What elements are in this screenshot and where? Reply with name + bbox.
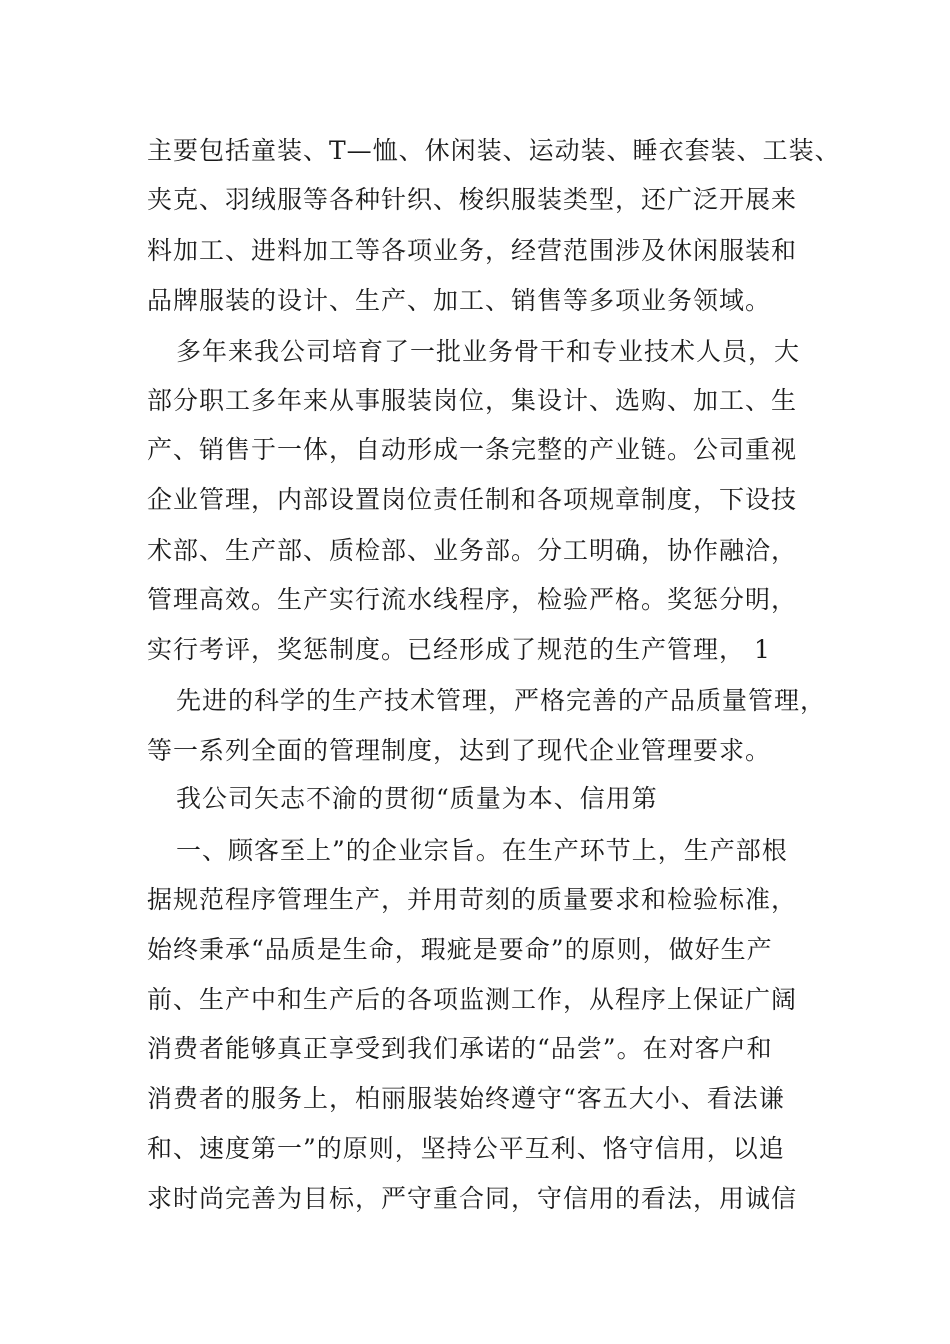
- text-line: 部分职工多年来从事服装岗位，集设计、选购、加工、生: [147, 386, 798, 415]
- text-line: 主要包括童装、T—恤、休闲装、运动装、睡衣套装、工装、: [147, 136, 841, 165]
- text-line: 消费者的服务上，柏丽服装始终遵守“客五大小、看法谦: [147, 1084, 785, 1113]
- text-line: 始终秉承“品质是生命，瑕疵是要命”的原则，做好生产: [147, 935, 773, 964]
- text-line: 据规范程序管理生产，并用苛刻的质量要求和检验标准，: [147, 885, 798, 914]
- text-line: 料加工、进料加工等各项业务，经营范围涉及休闲服装和: [147, 236, 798, 265]
- text-line: 消费者能够真正享受到我们承诺的“品尝”。在对客户和: [147, 1034, 773, 1063]
- text-line: 品牌服装的设计、生产、加工、销售等多项业务领域。: [147, 286, 772, 315]
- text-line: 多年来我公司培育了一批业务骨干和专业技术人员，大: [176, 337, 801, 366]
- text-line: 产、销售于一体，自动形成一条完整的产业链。公司重视: [147, 435, 798, 464]
- text-line: 等一系列全面的管理制度，达到了现代企业管理要求。: [147, 736, 772, 765]
- text-line: 一、顾客至上”的企业宗旨。在生产环节上，生产部根: [176, 836, 788, 865]
- text-line: 夹克、羽绒服等各种针织、梭织服装类型，还广泛开展来: [147, 185, 798, 214]
- text-line: 先进的科学的生产技术管理，严格完善的产品质量管理，: [176, 686, 827, 715]
- text-line: 前、生产中和生产后的各项监测工作，从程序上保证广阔: [147, 985, 798, 1014]
- text-line: 求时尚完善为目标，严守重合同，守信用的看法，用诚信: [147, 1184, 798, 1213]
- text-line: 企业管理，内部设置岗位责任制和各项规章制度，下设技: [147, 485, 798, 514]
- text-line: 术部、生产部、质检部、业务部。分工明确，协作融洽，: [147, 536, 798, 565]
- text-line: 和、速度第一”的原则，坚持公平互利、恪守信用，以追: [147, 1134, 785, 1163]
- text-line: 实行考评，奖惩制度。已经形成了规范的生产管理， 1: [147, 635, 771, 664]
- text-line: 我公司矢志不渝的贯彻“质量为本、信用第: [176, 784, 658, 813]
- text-line: 管理高效。生产实行流水线程序，检验严格。奖惩分明，: [147, 585, 798, 614]
